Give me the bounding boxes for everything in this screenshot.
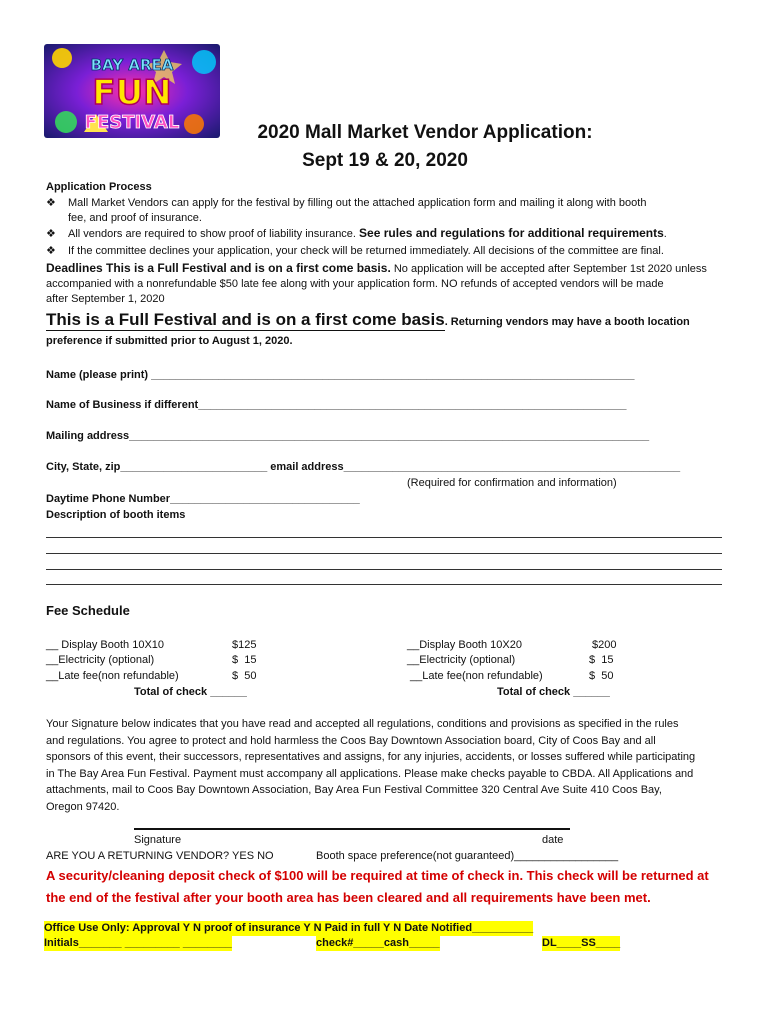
fee-left-row: __Electricity (optional) <box>46 654 155 666</box>
deadlines-paragraph: Deadlines This is a Full Festival and is on a first come basis. No application will be accepted after September 1st 2020 unless accompanied with a nonrefundable $50 late fee along with your application form. NO refunds of accepted vendors will be made after September 1, 2020 <box>46 261 707 305</box>
booth-preference-field[interactable]: Booth space preference(not guaranteed)_________________ <box>316 850 619 862</box>
full-festival-notice: This is a Full Festival and is on a first come basis. Returning vendors may have a booth location <box>46 310 690 329</box>
deposit-notice: A security/cleaning deposit check of $100 will be required at time of check in. This check will be returned at the end of the festival after your booth area has been cleared and all requirements have been met. <box>46 868 709 905</box>
description-line-4[interactable] <box>46 584 722 585</box>
process-bullet-1: ❖ Mall Market Vendors can apply for the festival by filling out the attached application form and mailing it along with booth <box>46 197 647 209</box>
process-bullet-2: ❖ All vendors are required to show proof of liability insurance. See rules and regulations for additional requirements. <box>46 226 667 240</box>
svg-text:FUN: FUN <box>92 73 172 113</box>
fee-left-price: $ 50 <box>232 670 257 682</box>
fee-left-row: __Late fee(non refundable) <box>46 670 179 682</box>
signature-line[interactable] <box>134 828 570 830</box>
svg-text:FESTIVAL: FESTIVAL <box>84 112 180 133</box>
process-bullet-3: ❖ If the committee declines your application, your check will be returned immediately. All decisions of the committee are final. <box>46 245 664 257</box>
description-line-3[interactable] <box>46 569 722 570</box>
phone-field[interactable]: Daytime Phone Number_______________________________ <box>46 493 360 505</box>
agreement-paragraph: Your Signature below indicates that you have read and accepted all regulations, conditions and provisions as specified in the rules and regulations. You agree to protect and hold harmless the Coos Bay Downtown Association board, City of Coos Bay and all sponsors of this event, their successors, representatives and assigns, for any injuries, accidents, or losses suffered while participating in The Bay Area Fun Festival. Payment must accompany all applications. Please make checks payable to CBDA. All Applications and attachments, mail to Coos Bay Downtown Association, Bay Area Fun Festival Committee 320 Central Ave Suite 410 Coos Bay, Oregon 97420. <box>46 718 696 813</box>
fee-right-price: $ 15 <box>589 654 614 666</box>
name-field[interactable]: Name (please print) _______________________________________________________________________________ <box>46 369 635 381</box>
fee-right-row: __Display Booth 10X20 <box>407 639 522 651</box>
diamond-bullet-icon: ❖ <box>46 228 56 240</box>
signature-label: Signature <box>134 834 182 846</box>
svg-text:BAY AREA: BAY AREA <box>90 56 174 74</box>
city-email-field[interactable]: City, State, zip________________________ email address_______________________________________________________ <box>46 461 681 473</box>
email-note: (Required for confirmation and information) <box>407 477 617 489</box>
booth-description-label: Description of booth items <box>46 509 186 521</box>
fee-schedule-heading: Fee Schedule <box>46 603 130 618</box>
diamond-bullet-icon: ❖ <box>46 245 56 257</box>
fee-right-row: __Late fee(non refundable) <box>410 670 543 682</box>
fee-left-row: __ Display Booth 10X10 <box>46 639 165 651</box>
diamond-bullet-icon: ❖ <box>46 197 56 209</box>
fee-right-price: $200 <box>592 639 617 651</box>
total-check-right[interactable]: Total of check ______ <box>497 686 610 698</box>
description-line-2[interactable] <box>46 553 722 554</box>
process-heading: Application Process <box>46 181 152 193</box>
office-use-box <box>44 921 620 951</box>
date-label: date <box>542 834 564 846</box>
office-check-cash: check#_____cash_____ <box>316 937 440 949</box>
full-festival-notice-cont: preference if submitted prior to August 1, 2020. <box>46 335 293 347</box>
office-dl-ss: DL____SS____ <box>542 937 621 949</box>
business-name-field[interactable]: Name of Business if different______________________________________________________________________ <box>46 399 627 411</box>
fee-left-price: $125 <box>232 639 257 651</box>
total-check-left[interactable]: Total of check ______ <box>134 686 247 698</box>
fee-right-row: __Electricity (optional) <box>407 654 516 666</box>
fee-left-price: $ 15 <box>232 654 257 666</box>
office-use-line: Office Use Only: Approval Y N proof of insurance Y N Paid in full Y N Date Notified__________ <box>44 922 534 934</box>
fee-right-price: $ 50 <box>589 670 614 682</box>
mailing-address-field[interactable]: Mailing address_____________________________________________________________________________________ <box>46 430 650 442</box>
title-line-2: Sept 19 & 20, 2020 <box>302 150 468 171</box>
office-initials: Initials_______ _________ ________ <box>44 937 232 949</box>
process-bullet-1-cont: fee, and proof of insurance. <box>68 212 202 224</box>
description-line-1[interactable] <box>46 537 722 538</box>
title-line-1: 2020 Mall Market Vendor Application: <box>257 122 593 143</box>
returning-vendor-question[interactable]: ARE YOU A RETURNING VENDOR? YES NO <box>46 850 274 862</box>
